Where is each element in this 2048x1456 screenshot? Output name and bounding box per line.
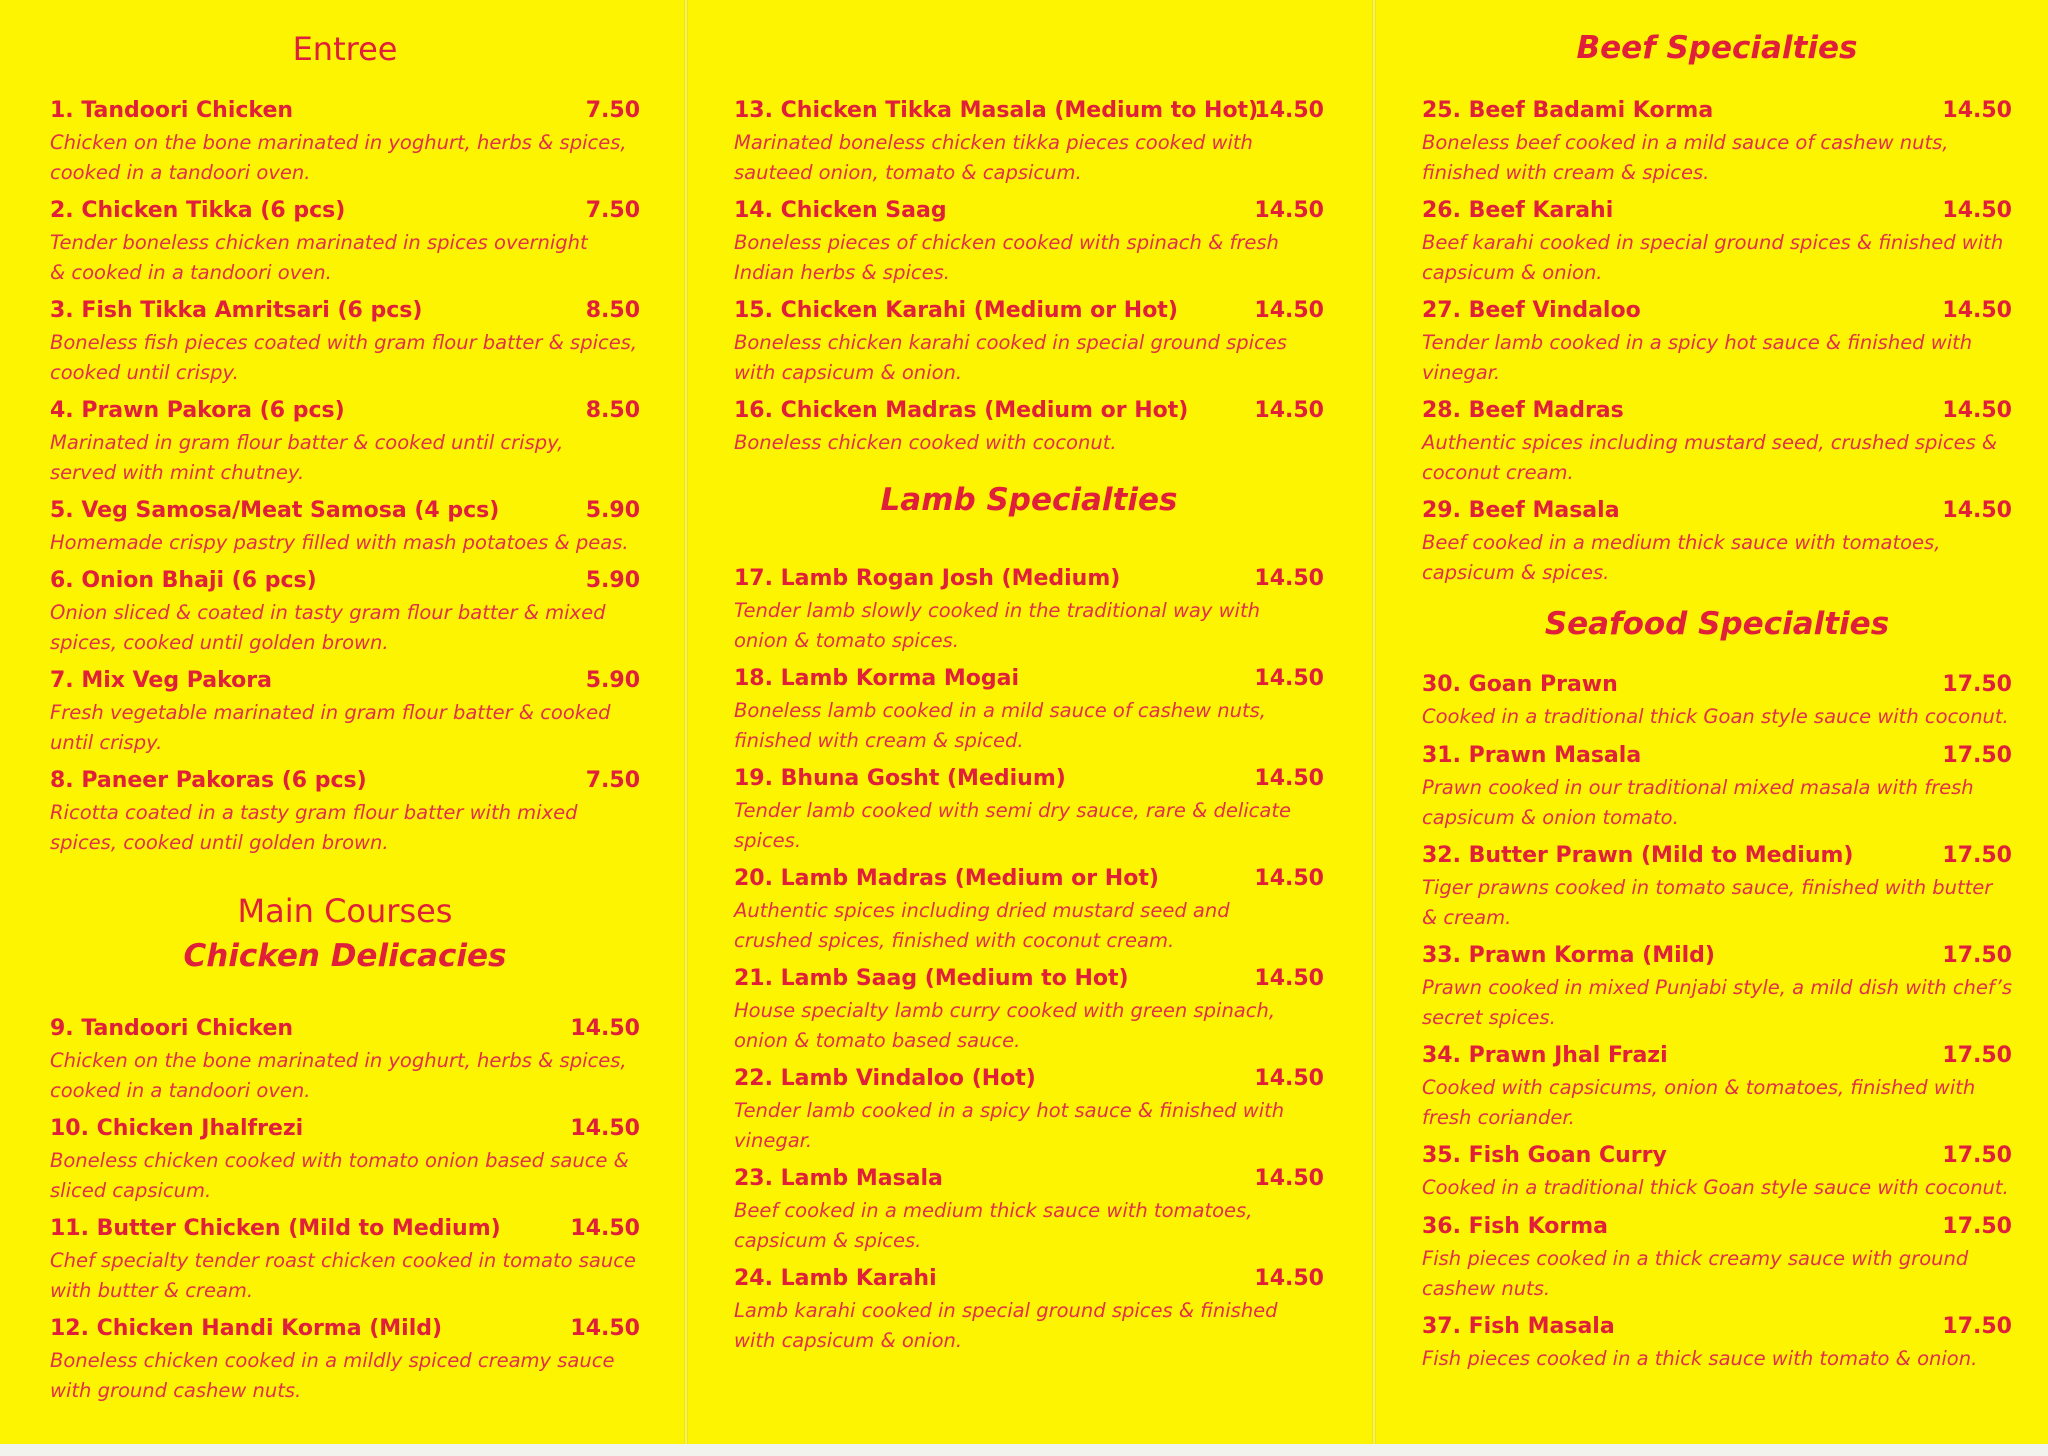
- fold-line-right: [1372, 0, 1376, 1444]
- menu-item: [50, 768, 640, 858]
- menu-item-name: 2. Chicken Tikka (6 pcs): [50, 198, 346, 223]
- menu-item-price: 8.50: [585, 298, 640, 323]
- menu-item-header: [50, 1016, 640, 1046]
- menu-item: [1422, 1043, 2012, 1133]
- menu-item-header: [50, 298, 640, 328]
- menu-item-name: 14. Chicken Saag: [734, 198, 947, 223]
- menu-item-header: [1422, 1043, 2012, 1073]
- menu-item-header: [1422, 298, 2012, 328]
- menu-item-price: 17.50: [1942, 1214, 2012, 1239]
- menu-item-description: Fish pieces cooked in a thick sauce with tomato & onion.: [1422, 1347, 1978, 1370]
- menu-item-name: 29. Beef Masala: [1422, 498, 1620, 523]
- menu-item-description: Boneless beef cooked in a mild sauce of cashew nuts, finished with cream & spices.: [1422, 131, 1949, 184]
- menu-item-description: Chef specialty tender roast chicken cooked in tomato sauce with butter & cream.: [50, 1249, 636, 1302]
- menu-item: [50, 498, 640, 558]
- menu-item-description: Homemade crispy pastry filled with mash potatoes & peas.: [50, 531, 629, 554]
- menu-item-name: 28. Beef Madras: [1422, 398, 1624, 423]
- menu-item-header: [50, 198, 640, 228]
- menu-item-name: 7. Mix Veg Pakora: [50, 668, 272, 693]
- menu-item-description: Ricotta coated in a tasty gram flour batter with mixed spices, cooked until golden brown.: [50, 801, 578, 854]
- menu-item-header: [1422, 943, 2012, 973]
- menu-item-price: 14.50: [570, 1116, 640, 1141]
- menu-item-price: 14.50: [1254, 1266, 1324, 1291]
- menu-item: [50, 198, 640, 288]
- menu-item-name: 36. Fish Korma: [1422, 1214, 1609, 1239]
- menu-item-name: 32. Butter Prawn (Mild to Medium): [1422, 843, 1854, 868]
- menu-item-price: 17.50: [1942, 672, 2012, 697]
- menu-item: [50, 98, 640, 188]
- menu-item-header: [50, 1316, 640, 1346]
- menu-item-header: [734, 398, 1324, 428]
- menu-item-description: Boneless fish pieces coated with gram flour batter & spices, cooked until crispy.: [50, 331, 638, 384]
- menu-item: [1422, 1314, 2012, 1374]
- menu-item-price: 17.50: [1942, 1314, 2012, 1339]
- menu-panel-left: [50, 0, 640, 1444]
- menu-item-header: [1422, 1214, 2012, 1244]
- menu-item-price: 14.50: [1254, 98, 1324, 123]
- section-heading-seafood-specialties: Seafood Specialties: [1544, 606, 1890, 642]
- menu-item-price: 17.50: [1942, 743, 2012, 768]
- menu-item: [734, 766, 1324, 856]
- menu-item: [734, 1166, 1324, 1256]
- menu-item-header: [1422, 398, 2012, 428]
- menu-item-description: Boneless pieces of chicken cooked with spinach & fresh Indian herbs & spices.: [734, 231, 1279, 284]
- menu-item-price: 14.50: [1254, 1166, 1324, 1191]
- menu-item-description: House specialty lamb curry cooked with green spinach, onion & tomato based sauce.: [734, 999, 1276, 1052]
- menu-item-description: Authentic spices including mustard seed, crushed spices & coconut cream.: [1422, 431, 1998, 484]
- menu-item-name: 23. Lamb Masala: [734, 1166, 943, 1191]
- menu-item-price: 7.50: [585, 768, 640, 793]
- menu-item-price: 14.50: [1254, 866, 1324, 891]
- menu-item-name: 35. Fish Goan Curry: [1422, 1143, 1667, 1168]
- menu-item-description: Boneless chicken cooked in a mildly spiced creamy sauce with ground cashew nuts.: [50, 1349, 615, 1402]
- menu-item-header: [734, 1166, 1324, 1196]
- menu-item-header: [1422, 843, 2012, 873]
- menu-item-price: 14.50: [1942, 398, 2012, 423]
- menu-item-description: Boneless chicken cooked with coconut.: [734, 431, 1117, 454]
- menu-item: [1422, 672, 2012, 732]
- menu-item-name: 17. Lamb Rogan Josh (Medium): [734, 566, 1121, 591]
- menu-item-price: 5.90: [585, 568, 640, 593]
- menu-item: [1422, 943, 2012, 1033]
- menu-item-price: 14.50: [1254, 298, 1324, 323]
- menu-item-price: 14.50: [1254, 398, 1324, 423]
- menu-item: [734, 666, 1324, 756]
- menu-item-price: 14.50: [1942, 198, 2012, 223]
- menu-item-description: Tender boneless chicken marinated in spices overnight & cooked in a tandoori oven.: [50, 231, 588, 284]
- section-heading-chicken-delicacies: Chicken Delicacies: [183, 938, 507, 974]
- menu-item: [1422, 498, 2012, 588]
- menu-item-header: [1422, 1143, 2012, 1173]
- menu-item: [50, 568, 640, 658]
- menu-item-header: [734, 98, 1324, 128]
- menu-item-header: [50, 768, 640, 798]
- menu-item-description: Chicken on the bone marinated in yoghurt, herbs & spices, cooked in a tandoori oven.: [50, 1049, 627, 1102]
- menu-item: [50, 298, 640, 388]
- menu-item-header: [734, 666, 1324, 696]
- page-edge: [0, 1444, 2048, 1456]
- menu-item: [50, 1216, 640, 1306]
- menu-item: [50, 1116, 640, 1206]
- menu-item-price: 8.50: [585, 398, 640, 423]
- menu-item-header: [1422, 672, 2012, 702]
- menu-item: [1422, 1214, 2012, 1304]
- menu-item-price: 14.50: [570, 1216, 640, 1241]
- menu-item: [734, 1066, 1324, 1156]
- fold-line-left: [684, 0, 688, 1444]
- menu-item: [1422, 398, 2012, 488]
- menu-item-header: [50, 1216, 640, 1246]
- menu-item-description: Boneless chicken karahi cooked in special ground spices with capsicum & onion.: [734, 331, 1287, 384]
- menu-item-header: [1422, 98, 2012, 128]
- menu-item-description: Cooked with capsicums, onion & tomatoes, finished with fresh coriander.: [1422, 1076, 1976, 1129]
- menu-item-header: [1422, 498, 2012, 528]
- menu-item: [1422, 1143, 2012, 1203]
- menu-item-price: 17.50: [1942, 1043, 2012, 1068]
- menu-item-header: [50, 498, 640, 528]
- menu-item: [734, 198, 1324, 288]
- menu-item-header: [50, 98, 640, 128]
- menu-item-name: 22. Lamb Vindaloo (Hot): [734, 1066, 1036, 1091]
- menu-item-description: Prawn cooked in our traditional mixed masala with fresh capsicum & onion tomato.: [1422, 776, 1974, 829]
- menu-item-header: [734, 766, 1324, 796]
- menu-item-header: [50, 1116, 640, 1146]
- menu-item-price: 14.50: [1254, 1066, 1324, 1091]
- menu-item-price: 14.50: [1254, 966, 1324, 991]
- menu-item-name: 31. Prawn Masala: [1422, 743, 1642, 768]
- menu-item-description: Beef karahi cooked in special ground spices & finished with capsicum & onion.: [1422, 231, 2004, 284]
- menu-item-name: 26. Beef Karahi: [1422, 198, 1614, 223]
- menu-item: [50, 1016, 640, 1106]
- menu-item-header: [1422, 1314, 2012, 1344]
- menu-item-header: [734, 1266, 1324, 1296]
- menu-item-name: 11. Butter Chicken (Mild to Medium): [50, 1216, 501, 1241]
- menu-item-description: Cooked in a traditional thick Goan style sauce with coconut.: [1422, 705, 2009, 728]
- section-heading-lamb-specialties: Lamb Specialties: [880, 482, 1178, 518]
- menu-panel-right: [1422, 0, 2012, 1444]
- menu-item-header: [734, 966, 1324, 996]
- menu-item: [734, 566, 1324, 656]
- menu-item-name: 5. Veg Samosa/Meat Samosa (4 pcs): [50, 498, 500, 523]
- menu-item: [1422, 743, 2012, 833]
- menu-item: [734, 966, 1324, 1056]
- menu-item-description: Boneless lamb cooked in a mild sauce of cashew nuts, finished with cream & spiced.: [734, 699, 1266, 752]
- menu-item-name: 33. Prawn Korma (Mild): [1422, 943, 1715, 968]
- menu-item-header: [50, 568, 640, 598]
- menu-item-description: Cooked in a traditional thick Goan style sauce with coconut.: [1422, 1176, 2009, 1199]
- menu-item-price: 14.50: [1942, 498, 2012, 523]
- menu-item-price: 14.50: [1942, 98, 2012, 123]
- menu-item-price: 7.50: [585, 98, 640, 123]
- menu-item-header: [50, 668, 640, 698]
- menu-item-description: Onion sliced & coated in tasty gram flour batter & mixed spices, cooked until golden brown.: [50, 601, 606, 654]
- menu-item-header: [1422, 198, 2012, 228]
- menu-item-description: Fish pieces cooked in a thick creamy sauce with ground cashew nuts.: [1422, 1247, 1969, 1300]
- menu-item: [1422, 198, 2012, 288]
- menu-item-price: 14.50: [570, 1016, 640, 1041]
- menu-item: [734, 1266, 1324, 1356]
- menu-item-description: Marinated in gram flour batter & cooked until crispy, served with mint chutney.: [50, 431, 564, 484]
- menu-panel-middle: [734, 0, 1324, 1444]
- section-heading-main-courses: Main Courses: [237, 892, 453, 930]
- menu-item-price: 17.50: [1942, 1143, 2012, 1168]
- menu-item: [734, 866, 1324, 956]
- menu-item-price: 14.50: [1254, 666, 1324, 691]
- menu-item-price: 5.90: [585, 668, 640, 693]
- menu-item-header: [50, 398, 640, 428]
- menu-item: [734, 98, 1324, 188]
- menu-item-description: Tender lamb slowly cooked in the traditional way with onion & tomato spices.: [734, 599, 1260, 652]
- menu-item-description: Beef cooked in a medium thick sauce with tomatoes, capsicum & spices.: [734, 1199, 1253, 1252]
- menu-item-description: Chicken on the bone marinated in yoghurt, herbs & spices, cooked in a tandoori oven.: [50, 131, 627, 184]
- menu-item-description: Tender lamb cooked in a spicy hot sauce & finished with vinegar.: [734, 1099, 1285, 1152]
- menu-item-name: 27. Beef Vindaloo: [1422, 298, 1641, 323]
- menu-item-description: Fresh vegetable marinated in gram flour batter & cooked until crispy.: [50, 701, 611, 754]
- menu-item-name: 9. Tandoori Chicken: [50, 1016, 294, 1041]
- menu-item: [1422, 98, 2012, 188]
- menu-item-description: Marinated boneless chicken tikka pieces cooked with sauteed onion, tomato & capsicum.: [734, 131, 1253, 184]
- menu-item-name: 25. Beef Badami Korma: [1422, 98, 1714, 123]
- section-heading-beef-specialties: Beef Specialties: [1576, 30, 1858, 66]
- menu-item-name: 10. Chicken Jhalfrezi: [50, 1116, 304, 1141]
- menu-item-name: 8. Paneer Pakoras (6 pcs): [50, 768, 367, 793]
- menu-item: [50, 398, 640, 488]
- menu-item-name: 18. Lamb Korma Mogai: [734, 666, 1020, 691]
- menu-item-name: 24. Lamb Karahi: [734, 1266, 937, 1291]
- menu-item-name: 30. Goan Prawn: [1422, 672, 1618, 697]
- menu-item-description: Tender lamb cooked with semi dry sauce, rare & delicate spices.: [734, 799, 1291, 852]
- menu-item-header: [734, 198, 1324, 228]
- menu-item-description: Boneless chicken cooked with tomato onion based sauce & sliced capsicum.: [50, 1149, 629, 1202]
- menu-item-name: 15. Chicken Karahi (Medium or Hot): [734, 298, 1178, 323]
- menu-item-description: Prawn cooked in mixed Punjabi style, a mild dish with chef’s secret spices.: [1422, 976, 2013, 1029]
- menu-item-price: 14.50: [570, 1316, 640, 1341]
- menu-item-name: 3. Fish Tikka Amritsari (6 pcs): [50, 298, 423, 323]
- menu-item-description: Tender lamb cooked in a spicy hot sauce & finished with vinegar.: [1422, 331, 1973, 384]
- menu-item-name: 13. Chicken Tikka Masala (Medium to Hot): [734, 98, 1259, 123]
- menu-item-name: 19. Bhuna Gosht (Medium): [734, 766, 1066, 791]
- menu-item-price: 5.90: [585, 498, 640, 523]
- menu-item-price: 17.50: [1942, 843, 2012, 868]
- menu-item-price: 14.50: [1942, 298, 2012, 323]
- menu-item-header: [1422, 743, 2012, 773]
- menu-item: [50, 668, 640, 758]
- menu-item: [1422, 298, 2012, 388]
- menu-item-header: [734, 298, 1324, 328]
- section-heading-entree: Entree: [292, 30, 398, 68]
- menu-item-name: 21. Lamb Saag (Medium to Hot): [734, 966, 1129, 991]
- menu-item: [734, 398, 1324, 458]
- menu-item-name: 6. Onion Bhaji (6 pcs): [50, 568, 317, 593]
- menu-item: [50, 1316, 640, 1406]
- menu-item: [1422, 843, 2012, 933]
- menu-item-description: Lamb karahi cooked in special ground spices & finished with capsicum & onion.: [734, 1299, 1278, 1352]
- menu-item-name: 4. Prawn Pakora (6 pcs): [50, 398, 345, 423]
- menu-item-description: Beef cooked in a medium thick sauce with tomatoes, capsicum & spices.: [1422, 531, 1941, 584]
- menu-item-name: 34. Prawn Jhal Frazi: [1422, 1043, 1668, 1068]
- menu-item-header: [734, 566, 1324, 596]
- menu-item: [734, 298, 1324, 388]
- menu-item-price: 14.50: [1254, 198, 1324, 223]
- menu-item-price: 14.50: [1254, 566, 1324, 591]
- menu-item-name: 37. Fish Masala: [1422, 1314, 1615, 1339]
- menu-item-price: 14.50: [1254, 766, 1324, 791]
- menu-item-name: 20. Lamb Madras (Medium or Hot): [734, 866, 1159, 891]
- menu-item-name: 12. Chicken Handi Korma (Mild): [50, 1316, 443, 1341]
- menu-item-price: 17.50: [1942, 943, 2012, 968]
- menu-item-price: 7.50: [585, 198, 640, 223]
- menu-item-description: Tiger prawns cooked in tomato sauce, finished with butter & cream.: [1422, 876, 1993, 929]
- menu-item-name: 1. Tandoori Chicken: [50, 98, 294, 123]
- menu-item-description: Authentic spices including dried mustard seed and crushed spices, finished with coconut cream.: [734, 899, 1230, 952]
- menu-item-header: [734, 866, 1324, 896]
- menu-item-name: 16. Chicken Madras (Medium or Hot): [734, 398, 1189, 423]
- menu-item-header: [734, 1066, 1324, 1096]
